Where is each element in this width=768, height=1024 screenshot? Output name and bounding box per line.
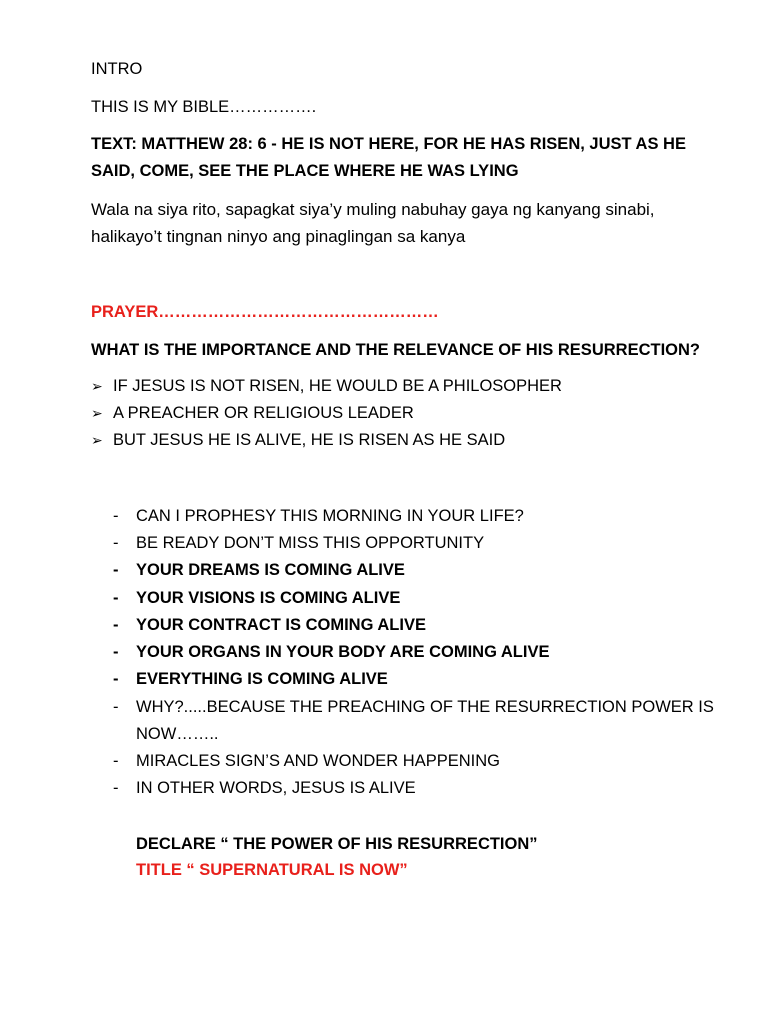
- dash-bullet: -: [113, 589, 119, 607]
- dash-item-continuation: NOW……..: [136, 725, 219, 743]
- dash-list-item: [113, 667, 388, 691]
- dash-item-text: YOUR VISIONS IS COMING ALIVE: [136, 589, 401, 607]
- dash-item-text: EVERYTHING IS COMING ALIVE: [136, 670, 388, 688]
- dash-item-text: IN OTHER WORDS, JESUS IS ALIVE: [136, 779, 416, 797]
- dash-bullet: -: [113, 752, 119, 770]
- dash-bullet: -: [113, 561, 119, 579]
- scripture-text-line-1: TEXT: MATTHEW 28: 6 - HE IS NOT HERE, FOR HE HAS RISEN, JUST AS HE: [91, 135, 686, 153]
- tagalog-translation-line-2: halikayo’t tingnan ninyo ang pinaglingan sa kanya: [91, 227, 466, 246]
- dash-bullet: -: [113, 670, 119, 688]
- arrow-item-text: IF JESUS IS NOT RISEN, HE WOULD BE A PHILOSOPHER: [113, 377, 562, 395]
- dash-list-item: [113, 531, 484, 555]
- arrow-bullet-icon: ➢: [91, 405, 103, 421]
- dash-item-text: CAN I PROPHESY THIS MORNING IN YOUR LIFE?: [136, 507, 524, 525]
- dash-item-text: BE READY DON’T MISS THIS OPPORTUNITY: [136, 534, 485, 552]
- dash-item-text: YOUR ORGANS IN YOUR BODY ARE COMING ALIVE: [136, 643, 550, 661]
- intro-label: INTRO: [91, 60, 143, 78]
- dash-list-item: [113, 504, 524, 528]
- dash-list-item: [113, 749, 500, 773]
- declare-line: DECLARE “ THE POWER OF HIS RESURRECTION”: [136, 835, 538, 853]
- dash-list-item: [113, 776, 416, 800]
- dash-list-item: [113, 695, 714, 719]
- sermon-title: TITLE “ SUPERNATURAL IS NOW”: [136, 861, 408, 879]
- dash-item-text: YOUR CONTRACT IS COMING ALIVE: [136, 616, 426, 634]
- arrow-list-item: [91, 374, 562, 398]
- arrow-item-text: BUT JESUS HE IS ALIVE, HE IS RISEN AS HE SAID: [113, 431, 506, 449]
- question-heading: WHAT IS THE IMPORTANCE AND THE RELEVANCE OF HIS RESURRECTION?: [91, 341, 700, 359]
- prayer-heading: PRAYER……………………………………………: [91, 303, 439, 321]
- dash-list-item: [113, 640, 549, 664]
- dash-bullet: -: [113, 616, 119, 634]
- arrow-list-item: [91, 428, 505, 452]
- dash-list-item: [113, 558, 405, 582]
- dash-bullet: -: [113, 507, 119, 525]
- scripture-text-line-2: SAID, COME, SEE THE PLACE WHERE HE WAS LYING: [91, 162, 519, 180]
- dash-list-item: [113, 613, 426, 637]
- tagalog-translation-line-1: Wala na siya rito, sapagkat siya’y muling nabuhay gaya ng kanyang sinabi,: [91, 200, 655, 219]
- arrow-item-text: A PREACHER OR RELIGIOUS LEADER: [113, 404, 414, 422]
- dash-bullet: -: [113, 698, 119, 716]
- dash-item-text: MIRACLES SIGN’S AND WONDER HAPPENING: [136, 752, 500, 770]
- dash-item-text: WHY?.....BECAUSE THE PREACHING OF THE RESURRECTION POWER IS: [136, 698, 714, 716]
- dash-bullet: -: [113, 643, 119, 661]
- dash-item-text: YOUR DREAMS IS COMING ALIVE: [136, 561, 405, 579]
- arrow-bullet-icon: ➢: [91, 432, 103, 448]
- bible-line: THIS IS MY BIBLE…………….: [91, 98, 317, 116]
- dash-bullet: -: [113, 779, 119, 797]
- arrow-list-item: [91, 401, 414, 425]
- dash-list-item: [113, 586, 400, 610]
- dash-bullet: -: [113, 534, 119, 552]
- arrow-bullet-icon: ➢: [91, 378, 103, 394]
